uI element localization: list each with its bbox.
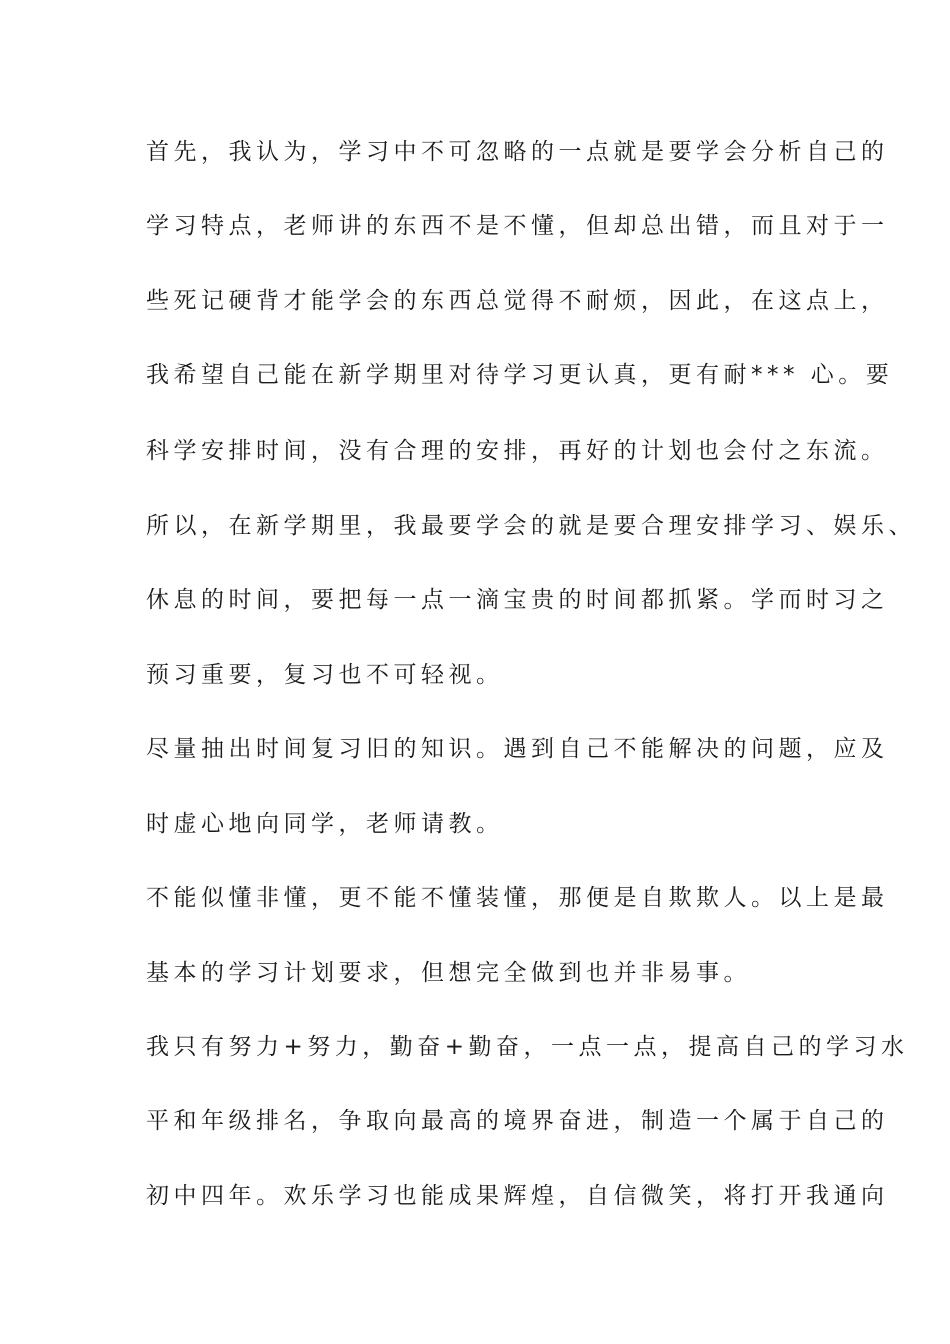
text-line: 所以，在新学期里，我最要学会的就是要合理安排学习、娱乐、 xyxy=(146,513,916,539)
text-line: 我希望自己能在新学期里对待学习更认真，更有耐*** 心。要 xyxy=(146,362,894,388)
text-line: 休息的时间，要把每一点一滴宝贵的时间都抓紧。学而时习之 xyxy=(146,587,889,613)
text-line: 时虚心地向同学，老师请教。 xyxy=(146,811,504,837)
text-line: 首先，我认为，学习中不可忽略的一点就是要学会分析自己的 xyxy=(146,139,889,165)
text-line: 我只有努力+努力，勤奋+勤奋，一点一点，提高自己的学习水 xyxy=(146,1034,909,1060)
text-line: 尽量抽出时间复习旧的知识。遇到自己不能解决的问题，应及 xyxy=(146,736,889,762)
text-line: 些死记硬背才能学会的东西总觉得不耐烦，因此，在这点上， xyxy=(146,288,889,314)
text-line: 学习特点，老师讲的东西不是不懂，但却总出错，而且对于一 xyxy=(146,213,889,239)
text-line: 初中四年。欢乐学习也能成果辉煌，自信微笑，将打开我通向 xyxy=(146,1183,889,1209)
text-line: 平和年级排名，争取向最高的境界奋进，制造一个属于自己的 xyxy=(146,1108,889,1134)
text-line: 基本的学习计划要求，但想完全做到也并非易事。 xyxy=(146,960,751,986)
text-line: 不能似懂非懂，更不能不懂装懂，那便是自欺欺人。以上是最 xyxy=(146,885,889,911)
text-line: 科学安排时间，没有合理的安排，再好的计划也会付之东流。 xyxy=(146,438,889,464)
text-line: 预习重要，复习也不可轻视。 xyxy=(146,662,504,688)
